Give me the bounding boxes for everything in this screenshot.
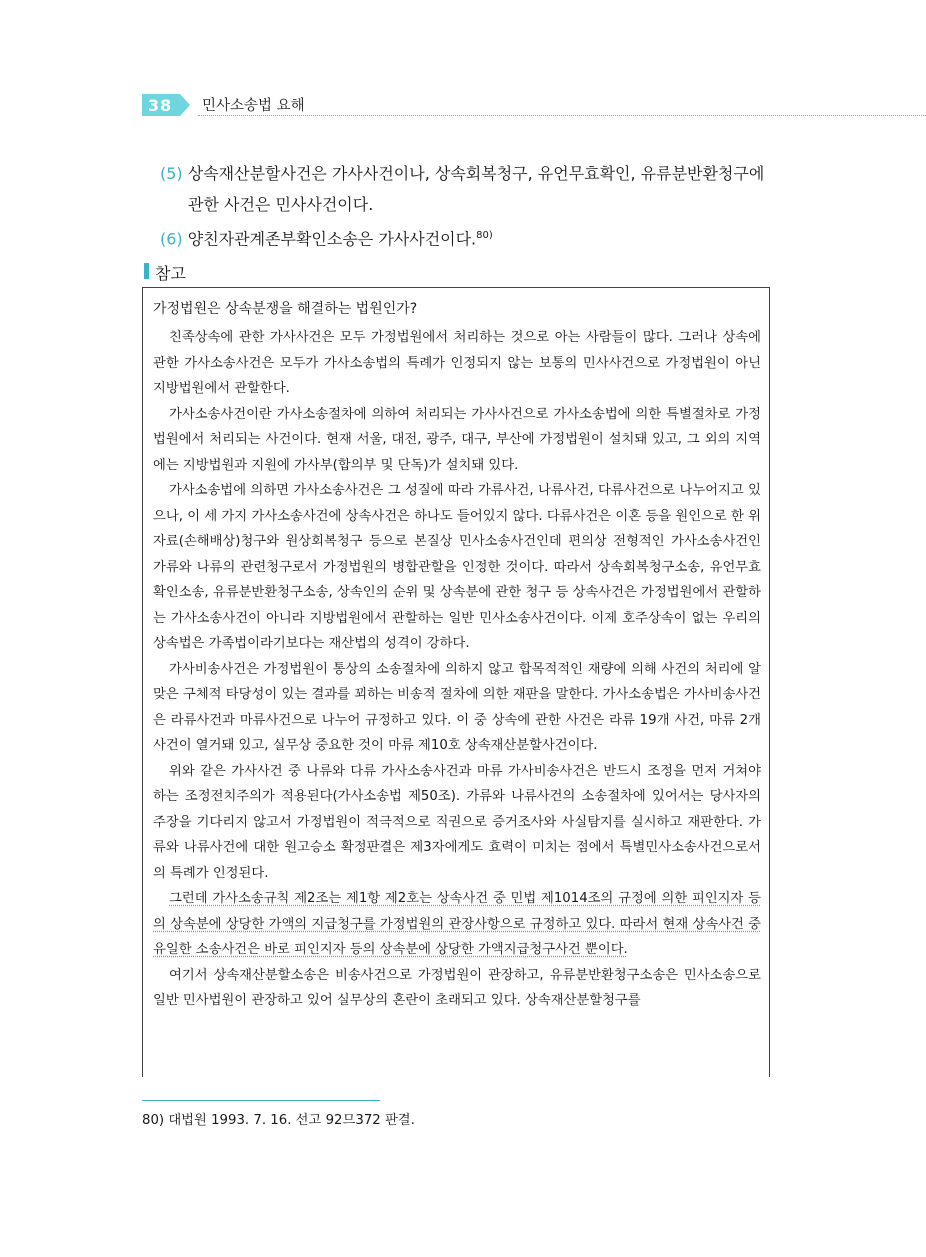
reference-paragraph: 위와 같은 가사사건 중 나류와 다류 가사소송사건과 마류 가사비송사건은 반드시 조정을 먼저 거쳐야 하는 조정전치주의가 적용된다(가사소송법 제50조). 가류와 나류사건의 소송절차에 있어서는 당사자의 주장을 기다리지 않고서 가정법원이 적극적으로 직권으로 증거조사와 사실탐지를 실시하고 재판한다. 가류와 나류사건에 대한 원고승소 확정판결은 제3자에게도 효력이 미치는 점에서 특별민사소송사건으로서의 특례가 인정된다. xyxy=(153,763,761,881)
footnote-reference: 80) xyxy=(476,230,493,241)
running-title: 민사소송법 요해 xyxy=(202,98,305,114)
reference-paragraph: 가사소송사건이란 가사소송절차에 의하여 처리되는 가사사건으로 가사소송법에 의한 특별절차로 가정법원에서 처리되는 사건이다. 현재 서울, 대전, 광주, 대구, 부산에 가정법원이 설치돼 있고, 그 외의 지역에는 지방법원과 지원에 가사부(합의부 및 단독)가 설치돼 있다. xyxy=(153,406,761,473)
heading-marker xyxy=(144,263,149,279)
item-number: (5) xyxy=(160,164,183,183)
reference-paragraph: 가사소송법에 의하면 가사소송사건은 그 성질에 따라 가류사건, 나류사건, 다류사건으로 나누어지고 있으나, 이 세 가지 가사소송사건에 상속사건은 하나도 들어있지 않다. 다류사건은 이혼 등을 원인으로 한 위자료(손해배상)청구와 원상회복청구 등으로 본질상 민사소송사건인데 편의상 전형적인 가사소송사건인 가류와 나류의 관련청구로서 가정법원의 병합관할을 인정한 것이다. 따라서 상속회복청구소송, 유언무효확인소송, 유류분반환청구소송, 상속인의 순위 및 상속분에 관한 청구 등 상속사건은 가정법원에서 관할하는 가사소송사건이 아니라 지방법원에서 관할하는 일반 민사소송사건이다. 이제 호주상속이 없는 우리의 상속법은 가족법이라기보다는 재산법의 성격이 강하다. xyxy=(153,483,761,651)
item-text: 관한 사건은 민사사건이다. xyxy=(188,195,374,214)
reference-paragraph: 가사비송사건은 가정법원이 통상의 소송절차에 의하지 않고 합목적적인 재량에 의해 사건의 처리에 알맞은 구체적 타당성이 있는 결과를 꾀하는 비송적 절차에 의한 재판을 말한다. 가사소송법은 가사비송사건은 라류사건과 마류사건으로 나누어 규정하고 있다. 이 중 상속에 관한 사건은 라류 19개 사건, 마류 2개 사건이 열거돼 있고, 실무상 중요한 것이 마류 제10호 상속재산분할사건이다. xyxy=(153,661,761,753)
reference-paragraph: 그런데 가사소송규칙 제2조는 제1항 제2호는 상속사건 중 민법 제1014조의 규정에 의한 피인지자 등의 상속분에 상당한 가액의 지급청구를 가정법원의 관장사항으로 규정하고 있다. 따라서 현재 상속사건 중 유일한 소송사건은 바로 피인지자 등의 상속분에 상당한 가액지급청구사건 뿐이다. xyxy=(153,891,761,957)
reference-body xyxy=(153,325,761,1014)
item-text: 상속재산분할사건은 가사사건이나, 상속회복청구, 유언무효확인, 유류분반환청구에 xyxy=(187,164,765,183)
page-header xyxy=(142,92,926,118)
reference-heading-label: 참고 xyxy=(155,264,186,283)
reference-paragraph: 친족상속에 관한 가사사건은 모두 가정법원에서 처리하는 것으로 아는 사람들이 많다. 그러나 상속에 관한 가사소송사건은 모두가 가사소송법의 특례가 인정되지 않는 보통의 민사사건으로 가정법원이 아닌 지방법원에서 관할한다. xyxy=(153,330,761,396)
footnote: 80) 대법원 1993. 7. 16. 선고 92므372 판결. xyxy=(142,1113,415,1128)
list-item-6 xyxy=(160,226,780,249)
reference-question: 가정법원은 상속분쟁을 해결하는 법원인가? xyxy=(153,301,418,317)
item-number: (6) xyxy=(160,229,183,249)
footnote-rule xyxy=(142,1100,380,1101)
page-number: 38 xyxy=(148,96,173,115)
item-text: 양친자관계존부확인소송은 가사사건이다. xyxy=(187,229,477,249)
list-item-5-continuation xyxy=(188,195,788,215)
reference-box xyxy=(142,287,770,1077)
header-dotted-rule xyxy=(198,115,926,116)
list-item-5 xyxy=(160,164,780,184)
page-number-badge xyxy=(142,94,180,116)
reference-paragraph: 여기서 상속재산분할소송은 비송사건으로 가정법원이 관장하고, 유류분반환청구소송은 민사소송으로 일반 민사법원이 관장하고 있어 실무상의 혼란이 초래되고 있다. 상속재산분할청구를 xyxy=(153,967,761,1008)
